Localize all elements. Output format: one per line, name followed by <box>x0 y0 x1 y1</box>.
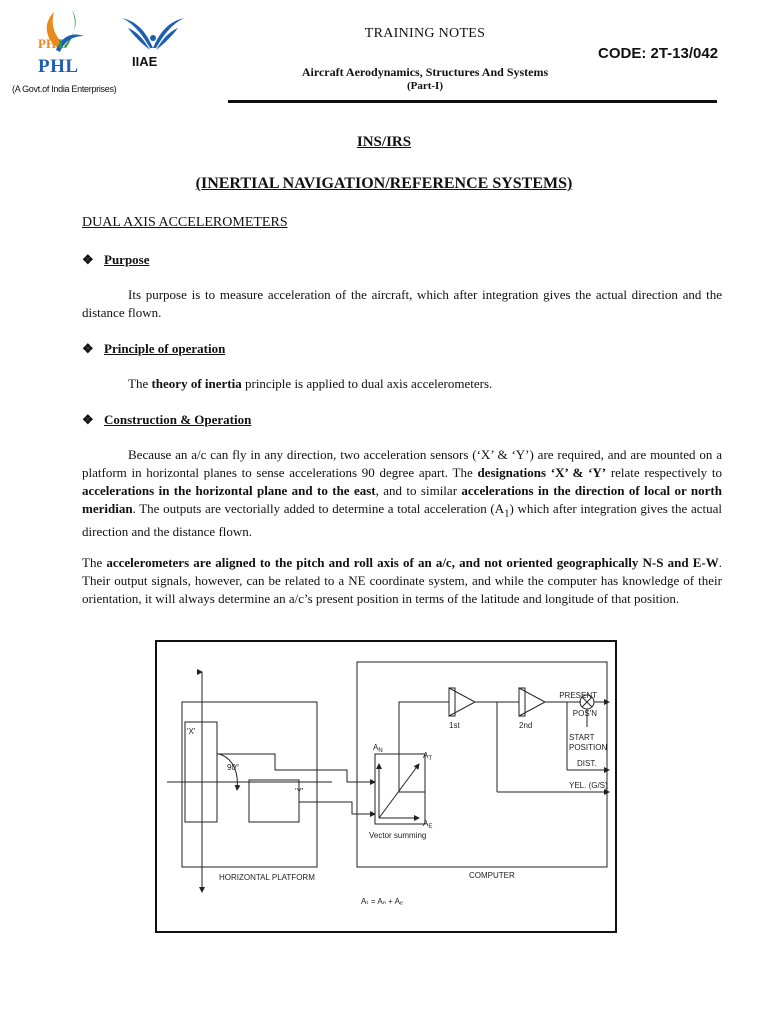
header-part: (Part-I) <box>406 80 444 92</box>
phl-logo-emblem <box>28 6 98 60</box>
x-accelerometer-box <box>185 722 217 822</box>
construction-text-bold: accelerations in the horizontal plane and to the east <box>82 483 376 498</box>
computer-label: COMPUTER <box>469 871 515 880</box>
construction-heading-label: Construction & Operation <box>104 412 252 427</box>
integrator-1 <box>449 688 475 716</box>
header-title: TRAINING NOTES <box>364 26 486 41</box>
principle-text-post: principle is applied to dual axis accelerometers. <box>241 376 493 391</box>
construction-text-bold: designations ‘X’ & ‘Y’ <box>477 465 607 480</box>
header-divider <box>228 100 717 103</box>
posn-label: POS'N <box>572 709 597 718</box>
at-label: $A_T$ <box>423 751 433 762</box>
integrator-2-label: 2nd <box>519 721 533 730</box>
svg-text:L: L <box>58 36 67 51</box>
construction-text: . Their output signals, however, can be related to a NE coordinate system, and while the computer has knowledge of their orientation, it will always determine an a/c’s present position in terms of the latitude and longitude of that position. <box>82 555 722 606</box>
start-label: START <box>569 733 595 742</box>
construction-paragraph-1 <box>82 446 722 541</box>
construction-text: , and to similar <box>375 483 462 498</box>
iiae-emblem <box>120 14 186 54</box>
principle-heading <box>82 341 225 357</box>
construction-text: ) which after integration gives the actual direction and the distance flown. <box>82 501 722 539</box>
phl-logo-text: PHL <box>38 56 79 77</box>
iiae-logo <box>120 14 186 54</box>
principle-text-pre: The <box>128 376 152 391</box>
construction-paragraph-2 <box>82 554 722 608</box>
iiae-logo-text: IIAE <box>132 54 158 69</box>
formula-label: Aₜ = Aₙ + Aₑ <box>361 897 403 906</box>
y-accelerometer-box <box>249 780 299 822</box>
angle-label: 90° <box>227 763 240 772</box>
principle-paragraph <box>82 375 722 393</box>
y-sensor-label: 'Y' <box>295 787 304 796</box>
platform-label: HORIZONTAL PLATFORM <box>219 873 315 882</box>
construction-text: Because an a/c can fly in any direction, two acceleration sensors (‘X’ & ‘Y’) are required, and are mounted on a platform in horizontal planes to sense accelerations 90 degree apart. The <box>82 447 722 480</box>
purpose-heading-label: Purpose <box>104 252 150 267</box>
page-subtitle: (INERTIAL NAVIGATION/REFERENCE SYSTEMS) <box>195 175 573 192</box>
diamond-bullet-icon: ❖ <box>82 252 94 267</box>
construction-heading <box>82 412 251 428</box>
ae-label: $A_E$ <box>423 819 433 830</box>
govt-enterprise-label: (A Govt.of India Enterprises) <box>12 84 117 94</box>
angle-arc <box>219 754 240 790</box>
distance-label: DIST. <box>577 759 597 768</box>
phl-logo <box>28 6 98 80</box>
diamond-bullet-icon: ❖ <box>82 412 94 427</box>
an-label: $A_N$ <box>373 743 383 754</box>
construction-text: The <box>82 555 107 570</box>
start-position-label: POSITION <box>569 743 608 752</box>
section-heading: DUAL AXIS ACCELEROMETERS <box>82 215 288 230</box>
construction-text: relate respectively to <box>606 465 722 480</box>
construction-text-bold: accelerations in the direction of local or north meridian <box>82 483 722 516</box>
principle-heading-label: Principle of operation <box>104 341 226 356</box>
construction-subscript: 1 <box>504 507 510 520</box>
construction-text-bold: accelerometers are aligned to the pitch and roll axis of an a/c, and not oriented geographically N-S and E-W <box>106 555 719 570</box>
ground-speed-label: YEL. (G/S) <box>569 781 608 790</box>
purpose-heading <box>82 252 150 268</box>
integrator-1-label: 1st <box>449 721 460 730</box>
purpose-text: Its purpose is to measure acceleration of the aircraft, which after integration gives the actual direction and the distance flown. <box>82 287 722 320</box>
integrator-2 <box>519 688 545 716</box>
construction-text: . The outputs are vectorially added to determine a total acceleration (A <box>132 501 505 516</box>
purpose-paragraph <box>82 286 722 322</box>
principle-text-bold: theory of inertia <box>151 376 242 391</box>
diamond-bullet-icon: ❖ <box>82 341 94 356</box>
page-title: INS/IRS <box>356 134 412 150</box>
x-sensor-label: 'X' <box>187 727 196 736</box>
present-position-label: PRESENT <box>559 691 597 700</box>
header-subtitle: Aircraft Aerodynamics, Structures And Systems <box>301 65 549 79</box>
accelerometer-diagram <box>155 640 617 933</box>
document-code: CODE: 2T-13/042 <box>598 45 719 62</box>
svg-text:PH: PH <box>38 36 57 51</box>
diagram-svg <box>157 642 615 931</box>
vector-summing-label: Vector summing <box>369 831 427 840</box>
